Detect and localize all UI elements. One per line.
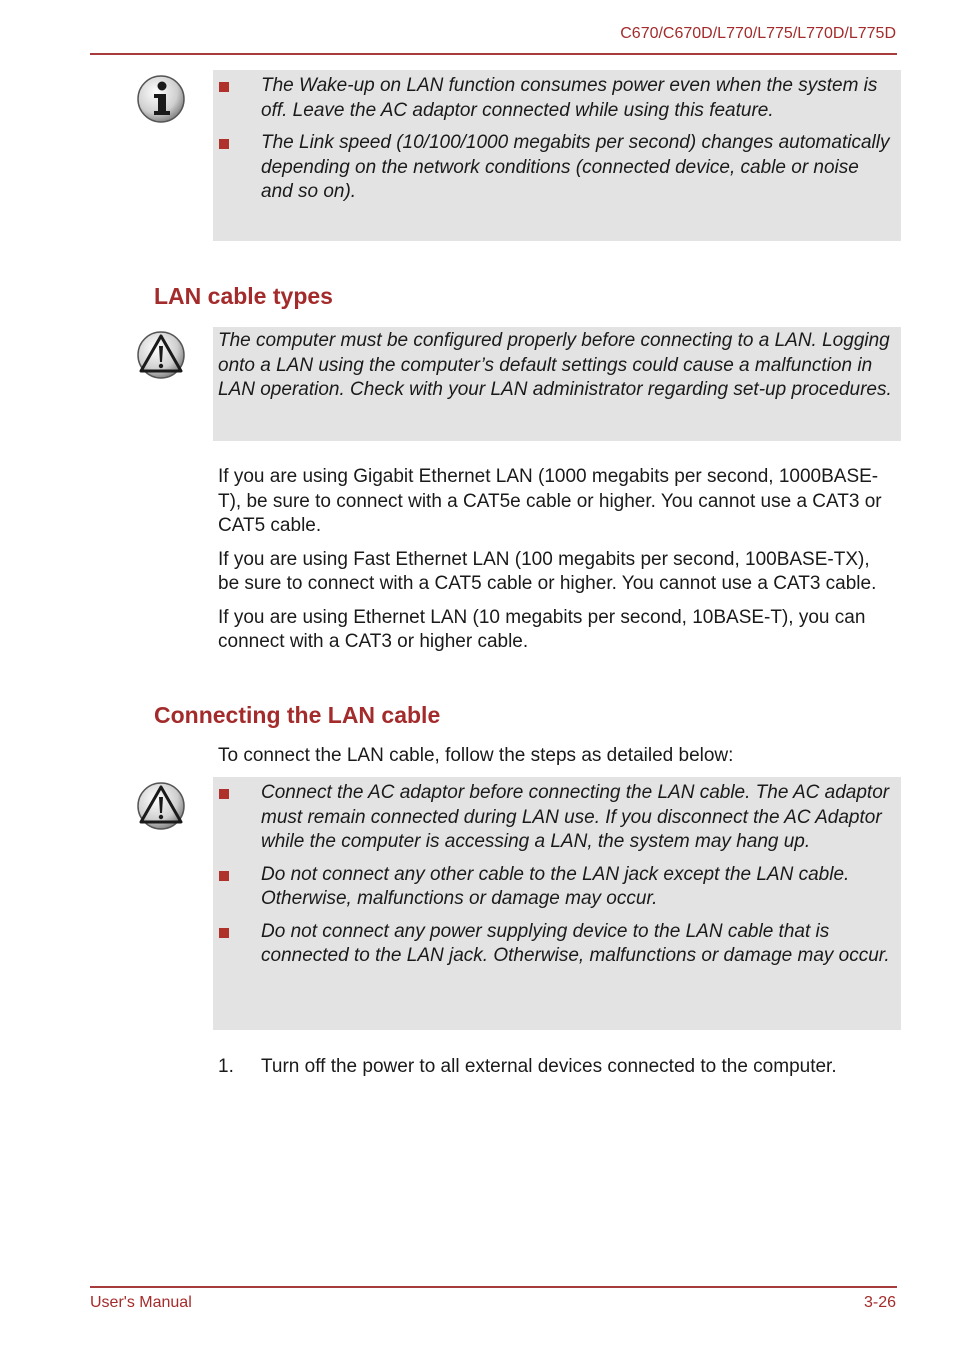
caution-box-connecting (213, 777, 901, 1030)
footer-manual-label: User's Manual (90, 1294, 192, 1311)
header-model: C670/C670D/L770/L775/L770D/L775D (620, 25, 896, 42)
footer-page-number: 3-26 (863, 1294, 896, 1311)
caution-text: The computer must be configured properly before connecting to a LAN. Logging onto a LAN using the computer’s default settings could cause a malfunction in LAN operation. Check with your LAN administrator regarding set-up procedures. (218, 330, 892, 400)
body-paragraph: If you are using Gigabit Ethernet LAN (1000 megabits per second, 1000BASE-T), be sure to connect with a CAT5e cable or higher. You cannot use a CAT3 or CAT5 cable. (218, 466, 882, 536)
info-icon (136, 74, 186, 124)
caution-item: Do not connect any power supplying device to the LAN cable that is connected to the LAN jack. Otherwise, malfunctions or damage may occur. (213, 920, 891, 969)
bullet-square-icon (219, 871, 229, 881)
section-heading-lan-cable-types: LAN cable types (154, 283, 333, 309)
footer-rule (90, 1286, 897, 1288)
body-paragraph: If you are using Ethernet LAN (10 megabits per second, 10BASE-T), you can connect with a CAT3 or higher cable. (218, 606, 866, 652)
caution-item: Connect the AC adaptor before connecting the LAN cable. The AC adaptor must remain connected during LAN use. If you disconnect the AC Adaptor while the computer is accessing a LAN, the system may hang up. (213, 781, 891, 855)
info-note-box (213, 70, 901, 241)
caution-icon (136, 330, 186, 380)
bullet-square-icon (219, 139, 229, 149)
caution-box-config (213, 327, 901, 441)
step-item (218, 1055, 890, 1080)
bullet-square-icon (219, 928, 229, 938)
bullet-square-icon (219, 789, 229, 799)
header-rule (90, 53, 897, 55)
bullet-square-icon (219, 82, 229, 92)
info-note-item: The Link speed (10/100/1000 megabits per second) changes automatically depending on the network conditions (connected device, cable or noise and so on). (213, 131, 891, 205)
caution-item: Do not connect any other cable to the LAN jack except the LAN cable. Otherwise, malfunctions or damage may occur. (213, 863, 891, 912)
section2-intro: To connect the LAN cable, follow the steps as detailed below: (218, 745, 734, 766)
section-heading-connecting-lan-cable: Connecting the LAN cable (154, 702, 441, 728)
section1-body (218, 465, 890, 664)
step-number: 1. (218, 1056, 234, 1077)
body-paragraph: If you are using Fast Ethernet LAN (100 megabits per second, 100BASE-TX), be sure to connect with a CAT5 cable or higher. You cannot use a CAT3 cable. (218, 548, 877, 594)
caution-icon (136, 781, 186, 831)
step-text: Turn off the power to all external devices connected to the computer. (261, 1056, 837, 1077)
step-list (218, 1055, 890, 1080)
info-note-item: The Wake-up on LAN function consumes power even when the system is off. Leave the AC adaptor connected while using this feature. (213, 74, 891, 123)
